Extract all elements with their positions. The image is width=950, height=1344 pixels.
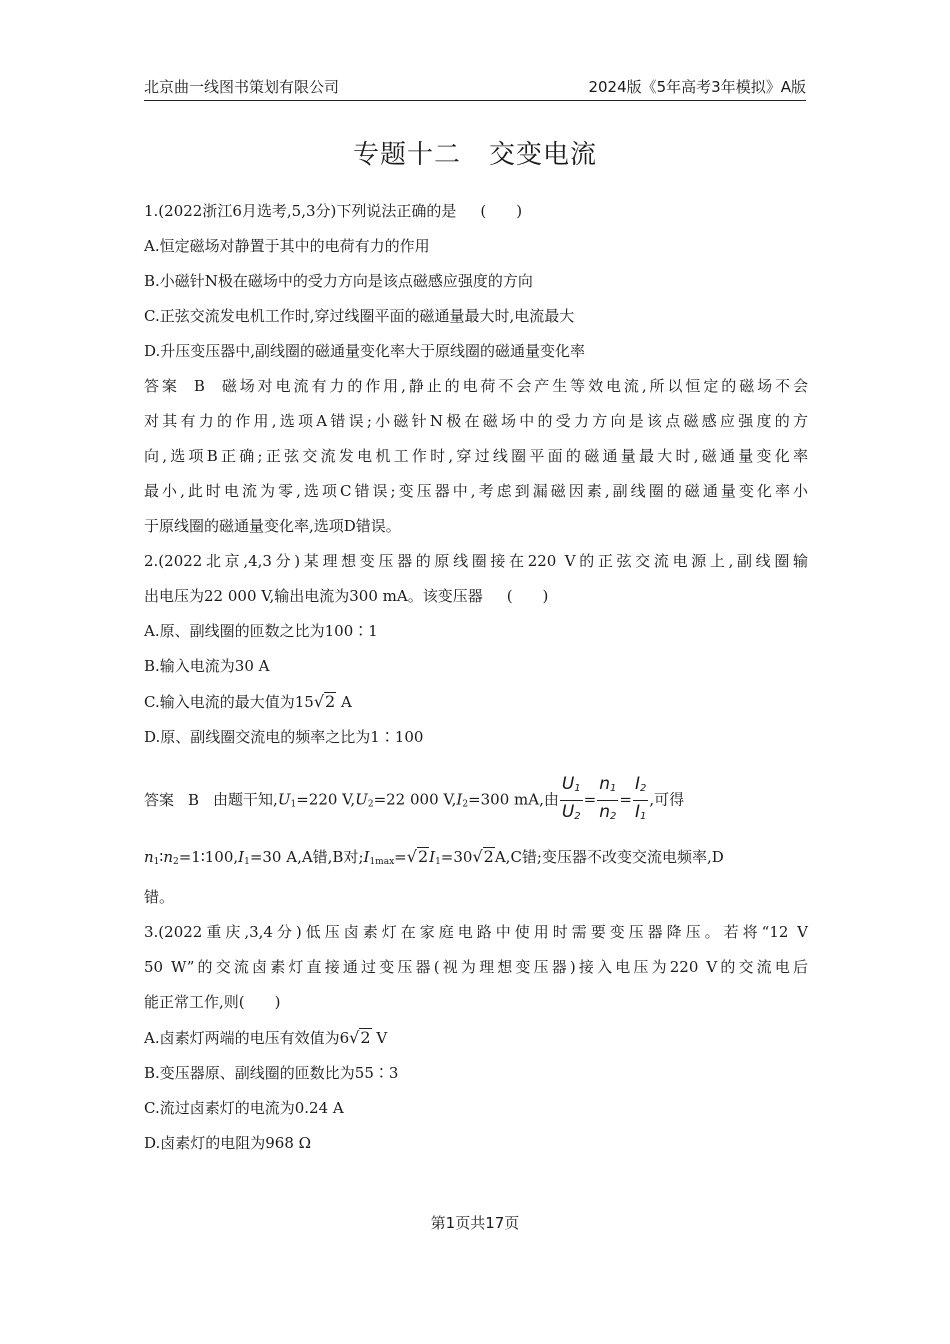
q2-answer-line2: $n_1∶n_2=1∶100,I_1=30$ A,A错,B对$;I_{1max}=√2I_1=30√2A,C$错;变压器不改变交流电频率,D (144, 839, 808, 880)
q2-stem-line1: 2.(2022北京,4,3分)某理想变压器的原线圈接在220 V的正弦交流电源上,副线圈输 (144, 552, 808, 570)
q1-option-d: D.升压变压器中,副线圈的磁通量变化率大于原线圈的磁通量变化率 (144, 342, 586, 360)
q2-answer-value: B (188, 790, 200, 809)
q1-stem-text: 1.(2022浙江6月选考,5,3分)下列说法正确的是 (144, 202, 457, 220)
q1-explanation-4: 最小,此时电流为零,选项C错误;变压器中,考虑到漏磁因素,副线圈的磁通量变化率小 (144, 482, 808, 500)
q3-option-b: B.变压器原、副线圈的匝数比为55∶3 (144, 1064, 399, 1082)
fraction-i2-i1: $\frac{I_2}{I_1}$ (634, 774, 647, 822)
q2-exp-conclusion: A,C错;变压器不改变交流电频率,D (494, 848, 724, 866)
q2-option-c (144, 684, 808, 720)
q1-explanation-1: 磁场对电流有力的作用,静止的电荷不会产生等效电流,所以恒定的磁场不会 (218, 377, 808, 395)
q2-answer-line1: 答案 B 由题干知$,U_1=220$ $V,U_2=22$ 000 $V,I_2=300$ mA,由 $\frac{U_1}{U_2}$ = $\frac{n_1}{n_2}$ = $\frac{I_2}{I_1}$ ,可得 (144, 765, 808, 839)
u1-symbol: U (277, 790, 291, 809)
i1-value: =30 A,A错,B对; (249, 848, 364, 866)
i1-sub: 1 (435, 857, 441, 867)
q3-option-a (144, 1020, 808, 1056)
i1max-value: =30 (440, 848, 473, 866)
q3-stem-line3: 能正常工作,则( ) (144, 993, 281, 1011)
q1-answer-label: 答案 (144, 377, 180, 395)
u1-sub: 1 (290, 799, 297, 810)
q1-option-b: B.小磁针N极在磁场中的受力方向是该点磁感应强度的方向 (144, 272, 533, 290)
q3-stem-line1: 3.(2022重庆,3,4分)低压卤素灯在家庭电路中使用时需要变压器降压。若将“12 V (144, 923, 808, 941)
ratio-sign: ∶ (159, 848, 164, 866)
title-main: 专题十二 (352, 140, 461, 170)
q1-answer-value: B (193, 377, 205, 395)
q2-option-c-unit: A (340, 693, 352, 711)
q2-option-c-text: C.输入电流的最大值为15 (144, 693, 314, 711)
i2-symbol: I (456, 790, 463, 809)
title-sub: 交变电流 (489, 140, 598, 170)
q2-exp-then: ,可得 (649, 790, 685, 809)
i2-sub: 2 (462, 799, 469, 810)
q3-option-a-unit: V (376, 1029, 388, 1047)
q1-stem (144, 194, 808, 229)
q3-option-a-text: A.卤素灯两端的电压有效值为6 (144, 1029, 350, 1047)
q1-paren: ( ) (480, 202, 523, 220)
q2-answer-label: 答案 (144, 790, 175, 809)
u2-value: =22 000 V, (373, 790, 457, 809)
page-footer: 第1页共17页 (430, 1214, 520, 1232)
n-symbol: n (144, 848, 154, 866)
ratio-value: =1∶100, (178, 848, 239, 866)
fraction-n1-n2: $\frac{n_1}{n_2}$ (599, 774, 617, 822)
q2-stem-line2-text: 出电压为22 000 V,输出电流为300 mA。该变压器 (144, 587, 483, 605)
q2-option-d: D.原、副线圈交流电的频率之比为1∶100 (144, 728, 424, 746)
u2-symbol: U (355, 790, 368, 809)
q1-option-c: C.正弦交流发电机工作时,穿过线圈平面的磁通量最大时,电流最大 (144, 307, 575, 325)
q2-answer-line3: 错。 (144, 888, 175, 906)
q1-option-a: A.恒定磁场对静置于其中的电荷有力的作用 (144, 237, 430, 255)
q1-explanation-2: 对其有力的作用,选项A错误;小磁针N极在磁场中的受力方向是该点磁感应强度的方 (144, 412, 808, 430)
sqrt-symbol: √2 (472, 847, 494, 866)
q3-option-c: C.流过卤素灯的电流为0.24 A (144, 1099, 344, 1117)
publisher-name: 北京曲一线图书策划有限公司 (144, 78, 340, 96)
fraction-u1-u2: $\frac{U_1}{U_2}$ (561, 774, 581, 822)
i1max-sub: 1max (369, 857, 395, 867)
edition-name: 2024版《5年高考3年模拟》A版 (588, 78, 806, 96)
sqrt-symbol: √2 (313, 692, 336, 711)
q2-option-a: A.原、副线圈的匝数之比为100∶1 (144, 622, 378, 640)
sqrt-symbol: √2 (349, 1028, 371, 1047)
n2-sub: 2 (172, 857, 179, 867)
sqrt-symbol: √2 (406, 847, 429, 866)
i2-value: =300 mA,由 (468, 790, 559, 809)
q2-stem-line2 (144, 579, 808, 614)
q2-exp-intro: 由题干知, (213, 790, 278, 809)
q1-explanation-3: 向,选项B正确;正弦交流发电机工作时,穿过线圈平面的磁通量最大时,磁通量变化率 (144, 447, 808, 465)
q1-explanation-5: 于原线圈的磁通量变化率,选项D错误。 (144, 517, 401, 535)
equals-sign: = (394, 848, 407, 866)
content (144, 194, 808, 1161)
q2-option-b: B.输入电流为30 A (144, 657, 270, 675)
u2-sub: 2 (367, 799, 374, 810)
q3-stem-line2: 50 W”的交流卤素灯直接通过变压器(视为理想变压器)接入电压为220 V的交流电后 (144, 958, 808, 976)
n1-sub: 1 (153, 857, 160, 867)
q1-answer-line1 (144, 369, 808, 404)
q2-paren: ( ) (506, 587, 549, 605)
page-header (144, 76, 806, 101)
page-title (0, 134, 950, 171)
u1-value: =220 V, (296, 790, 356, 809)
q3-option-d: D.卤素灯的电阻为968 Ω (144, 1134, 312, 1152)
